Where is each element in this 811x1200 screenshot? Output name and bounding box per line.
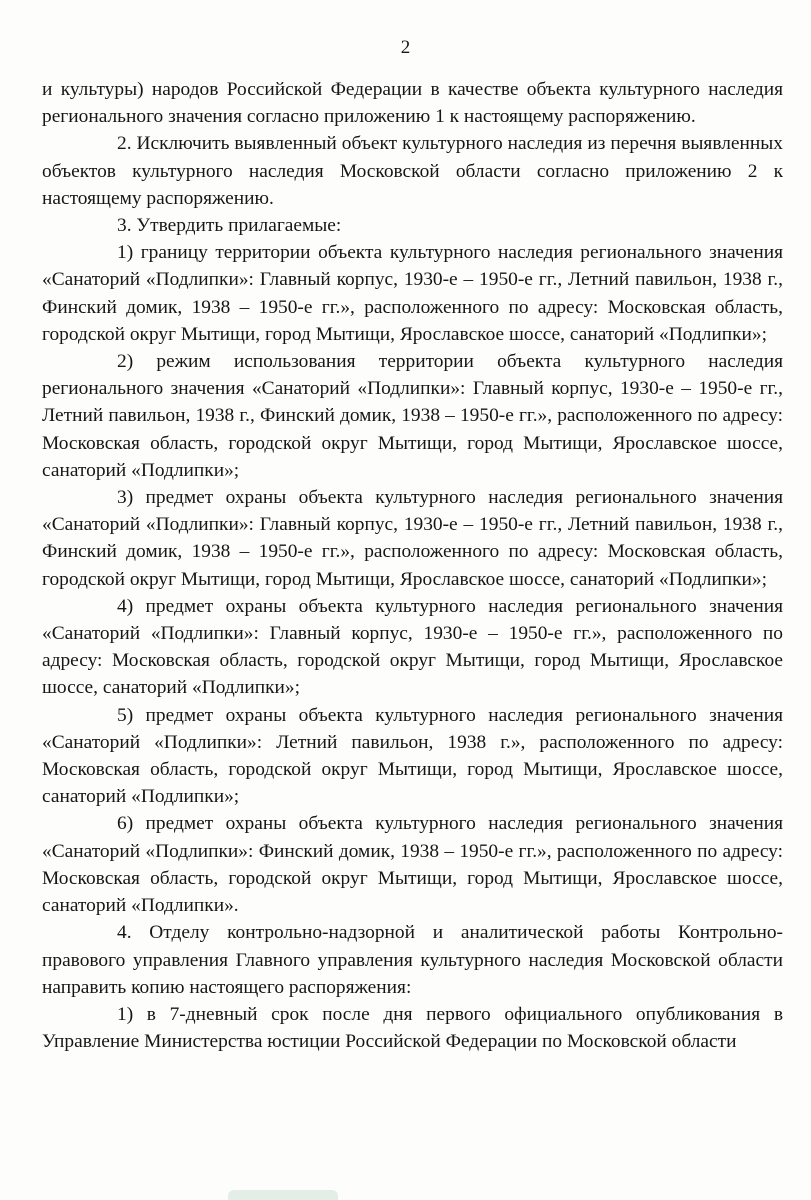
subitem-3-6-protection-finnish-house: 6) предмет охраны объекта культурного наследия регионального значения «Санаторий «Подлипки»: Финский домик, 1938 – 1950-е гг.», расположенного по адресу: Московская область, городской округ Мытищи, город Мытищи, Ярославское шоссе, санаторий «Подлипки». — [42, 813, 783, 917]
subitem-4-1-ministry-of-justice: 1) в 7-дневный срок после дня первого официального опубликования в Управление Министерства юстиции Российской Федерации по Московской области — [42, 1003, 783, 1053]
paragraph-item-2-exclude: 2. Исключить выявленный объект культурного наследия из перечня выявленных объектов культурного наследия Московской области согласно приложению 2 к настоящему распоряжению. — [42, 133, 783, 209]
stamp-edge — [228, 1190, 338, 1200]
paragraph-item-4-send-copy: 4. Отделу контрольно-надзорной и аналитической работы Контрольно-правового управления Главного управления культурного наследия Московской области направить копию настоящего распоряжения: — [42, 922, 783, 998]
subitem-3-3-protection-subject: 3) предмет охраны объекта культурного наследия регионального значения «Санаторий «Подлипки»: Главный корпус, 1930-е – 1950-е гг., Летний павильон, 1938 г., Финский домик, 1938 – 1950-е гг.», расположенного по адресу: Московская область, городской округ Мытищи, город Мытищи, Ярославское шоссе, санаторий «Подлипки»; — [42, 487, 783, 590]
subitem-3-1-boundary: 1) границу территории объекта культурного наследия регионального значения «Санаторий «Подлипки»: Главный корпус, 1930-е – 1950-е гг., Летний павильон, 1938 г., Финский домик, 1938 – 1950-е гг.», расположенного по адресу: Московская область, городской округ Мытищи, город Мытищи, Ярославское шоссе, санаторий «Подлипки»; — [42, 242, 783, 345]
paragraph-continuation: и культуры) народов Российской Федерации в качестве объекта культурного наследия регионального значения согласно приложению 1 к настоящему распоряжению. — [42, 79, 783, 128]
subitem-3-4-protection-main-building: 4) предмет охраны объекта культурного наследия регионального значения «Санаторий «Подлипки»: Главный корпус, 1930-е – 1950-е гг.», расположенного по адресу: Московская область, городской округ Мытищи, город Мытищи, Ярославское шоссе, санаторий «Подлипки»; — [42, 595, 783, 699]
subitem-3-2-usage-regime: 2) режим использования территории объекта культурного наследия регионального значения «Санаторий «Подлипки»: Главный корпус, 1930-е – 1950-е гг., Летний павильон, 1938 г., Финский домик, 1938 – 1950-е гг.», расположенного по адресу: Московская область, городской округ Мытищи, город Мытищи, Ярославское шоссе, санаторий «Подлипки»; — [42, 351, 783, 481]
page-number: 2 — [400, 37, 411, 58]
paragraph-item-3-approve: 3. Утвердить прилагаемые: — [117, 215, 342, 237]
subitem-3-5-protection-summer-pavilion: 5) предмет охраны объекта культурного наследия регионального значения «Санаторий «Подлипки»: Летний павильон, 1938 г.», расположенного по адресу: Московская область, городской округ Мытищи, город Мытищи, Ярославское шоссе, санаторий «Подлипки»; — [42, 704, 783, 808]
document-body — [42, 76, 783, 1055]
